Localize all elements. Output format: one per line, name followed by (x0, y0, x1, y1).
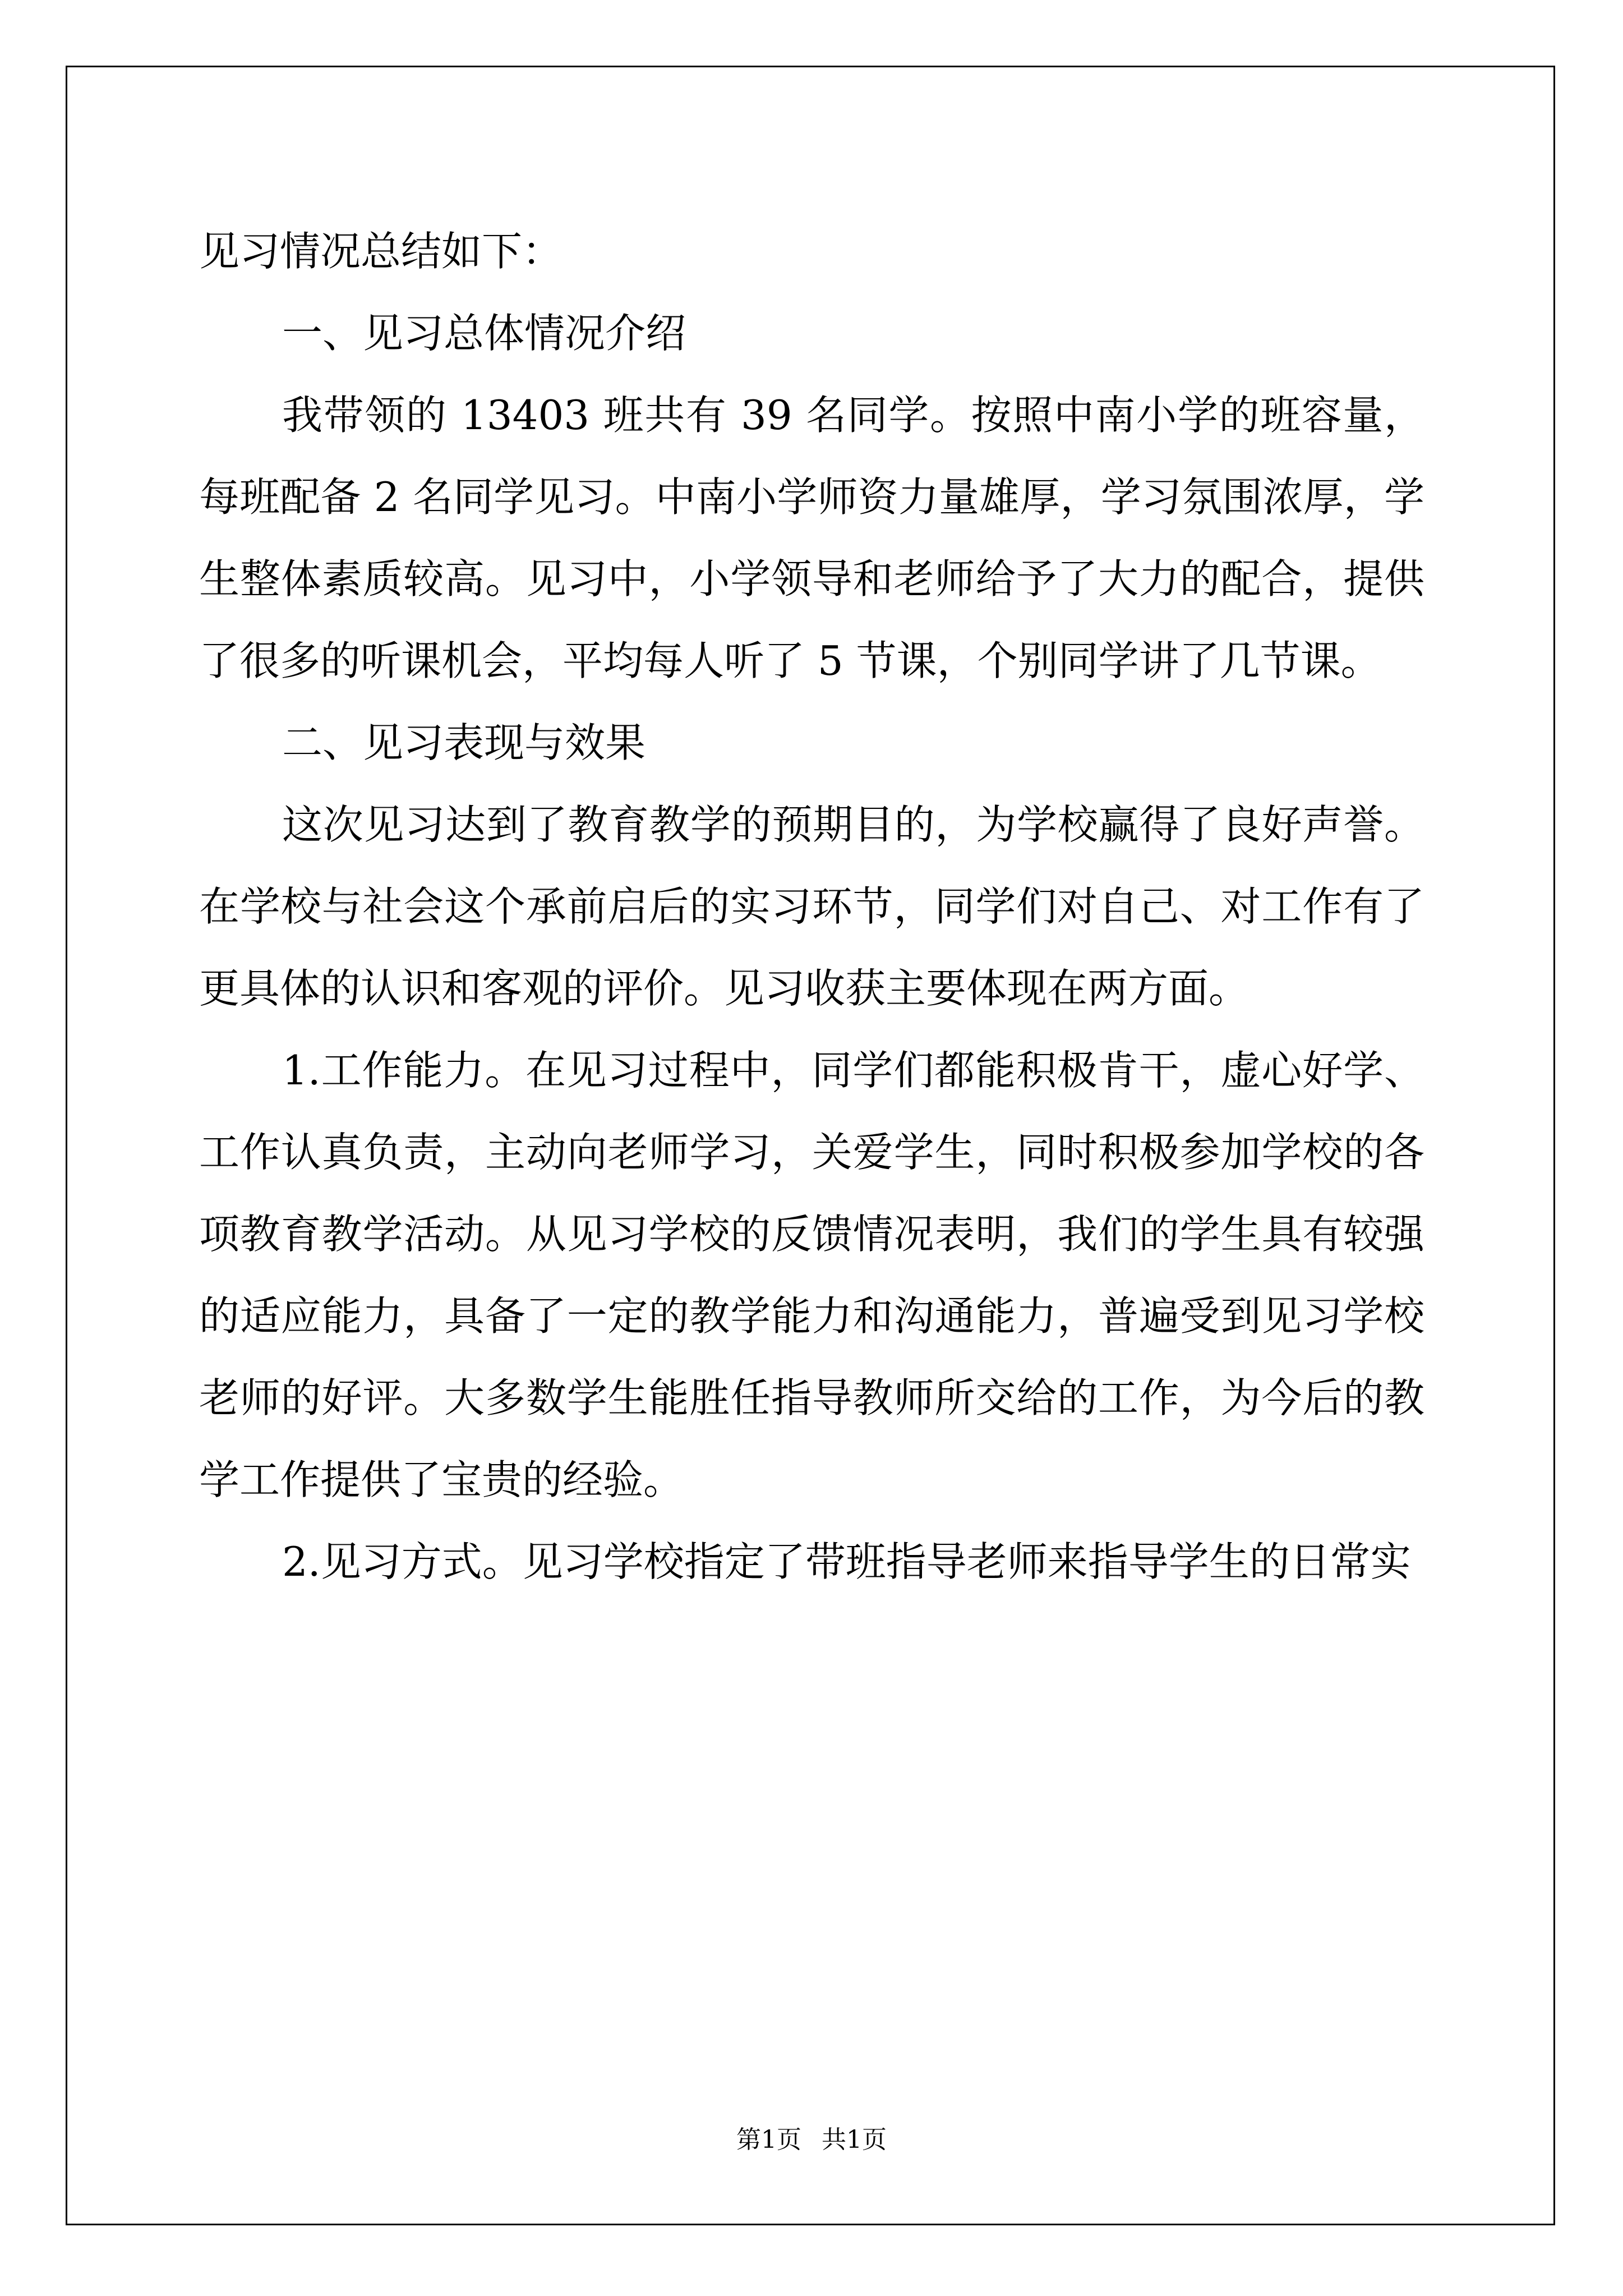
paragraph-internship-method: 2.见习方式。见习学校指定了带班指导老师来指导学生的日常实 (282, 1538, 1411, 1585)
paragraph-performance: 这次见习达到了教育教学的预期目的，为学校赢得了良好声誉。在学校与社会这个承前启后的实习环节，同学们对自己、对工作有了更具体的认识和客观的评价。见习收获主要体现在两方面。 (199, 801, 1424, 1012)
page-number-footer: 第1页 共1页 (736, 2125, 887, 2154)
paragraph-overview: 我带领的 13403 班共有 39 名同学。按照中南小学的班容量，每班配备 2 名同学见习。中南小学师资力量雄厚，学习氛围浓厚，学生整体素质较高。见习中，小学领导和老师给予了大力的配合，提供了很多的听课机会，平均每人听了 5 节课，个别同学讲了几节课。 (199, 392, 1424, 684)
section-heading-overview: 一、见习总体情况介绍 (282, 310, 686, 357)
section-heading-performance: 二、见习表现与效果 (282, 719, 646, 766)
document-body (199, 210, 1424, 1603)
paragraph-intro: 见习情况总结如下： (199, 228, 563, 275)
paragraph-work-ability: 1.工作能力。在见习过程中，同学们都能积极肯干，虚心好学、工作认真负责，主动向老师学习，关爱学生，同时积极参加学校的各项教育教学活动。从见习学校的反馈情况表明，我们的学生具有较强的适应能力，具备了一定的教学能力和沟通能力，普遍受到见习学校老师的好评。大多数学生能胜任指导教师所交给的工作，为今后的教学工作提供了宝贵的经验。 (199, 1047, 1424, 1503)
